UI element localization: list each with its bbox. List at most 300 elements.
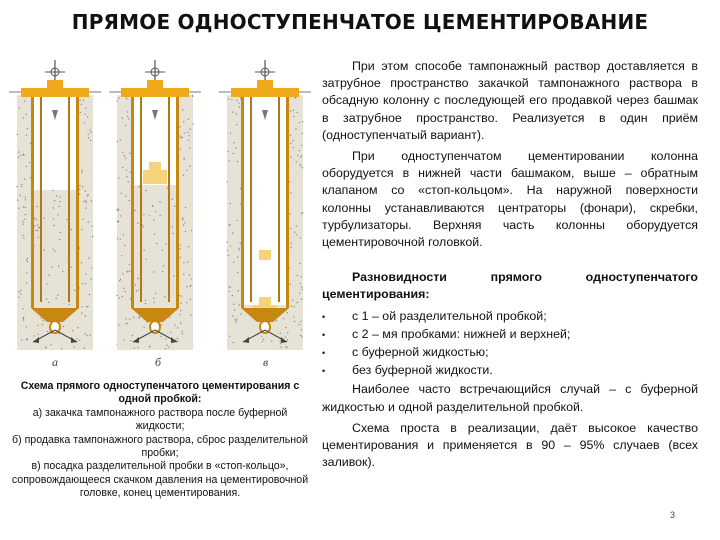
cement-dot [25,199,26,200]
cement-dot [82,306,83,307]
cement-dot [180,310,181,311]
cement-dot [86,306,87,307]
cement-dot [19,291,20,292]
cementing-head [231,88,299,97]
cement-dot [127,111,128,112]
cement-dot [120,279,121,280]
cement-dot [234,309,235,310]
cement-dot [227,181,228,182]
cement-dot [83,201,84,202]
cement-dot [299,293,300,294]
cement-dot [121,193,122,194]
cement-dot [236,100,237,101]
cement-dot [46,298,47,299]
cement-dot [89,129,90,130]
cement-dot [280,343,281,344]
cement-dot [86,335,87,336]
cement-dot [135,284,136,285]
cement-dot [164,296,165,297]
cement-dot [166,244,167,245]
cement-dot [190,299,191,300]
cement-dot [130,298,131,299]
cement-dot [177,327,178,328]
cement-dot [296,225,297,226]
cement-dot [123,234,124,235]
casing-wall-left [131,90,134,308]
cement-dot [66,219,67,220]
cement-dot [53,207,54,208]
cement-dot [57,214,58,215]
cement-dot [236,318,237,319]
cement-dot [79,185,80,186]
cement-dot [26,114,27,115]
cement-dot [119,297,120,298]
cement-dot [181,331,182,332]
cement-dot [162,271,163,272]
cement-dot [236,113,237,114]
cement-dot [80,112,81,113]
cement-dot [120,139,121,140]
cement-dot [271,340,272,341]
cement-dot [59,197,60,198]
cement-dot [53,190,54,191]
cement-dot [240,313,241,314]
cement-dot [89,334,90,335]
cement-dot [16,186,17,187]
cement-dot [127,116,128,117]
cement-dot [119,280,120,281]
cement-dot [229,336,230,337]
cement-dot [85,200,86,201]
cement-dot [118,221,119,222]
cement-dot [285,327,286,328]
cement-dot [237,272,238,273]
cement-dot [82,186,83,187]
cement-dot [21,340,22,341]
cement-dot [23,319,24,320]
cement-dot [118,210,119,211]
cement-dot [92,236,93,237]
cement-dot [71,267,72,268]
cement-dot [149,215,150,216]
cement-dot [87,116,88,117]
cement-dot [290,243,291,244]
cement-dot [232,233,233,234]
cement-dot [299,164,300,165]
cement-dot [276,320,277,321]
cement-dot [261,336,262,337]
cement-dot [87,195,88,196]
cement-dot [18,157,19,158]
cement-dot [182,137,183,138]
cement-dot [62,271,63,272]
cement-dot [90,140,91,141]
cement-dot [83,100,84,101]
casing-wall-right [76,90,79,308]
cement-dot [236,124,237,125]
cement-dot [36,219,37,220]
cement-dot [37,334,38,335]
cement-dot [81,172,82,173]
cement-dot [23,237,24,238]
cement-dot [42,324,43,325]
figure-label-a: а [52,355,58,369]
cement-dot [23,317,24,318]
casing-wall-right [286,90,289,308]
casing-wall-left [241,90,244,308]
cement-dot [23,155,24,156]
cement-dot [239,106,240,107]
cement-dot [183,262,184,263]
head-cap [47,80,63,89]
cement-dot [122,152,123,153]
head-cap [147,80,163,89]
shoe-nozzle [50,321,60,333]
cement-dot [189,166,190,167]
cement-dot [85,283,86,284]
cement-dot [26,338,27,339]
cement-dot [58,206,59,207]
cement-dot [128,118,129,119]
caption-item-c: в) посадка разделительной пробки в «стоп-кольцо», сопровождающееся скачком давления на цементировочной головке, конец цементирования. [11,460,309,500]
cement-dot [20,155,21,156]
cement-dot [154,234,155,235]
cement-dot [179,126,180,127]
cement-dot [192,124,193,125]
cement-dot [22,308,23,309]
cement-dot [190,315,191,316]
cement-dot [179,295,180,296]
cement-dot [230,287,231,288]
cement-dot [182,109,183,110]
cement-dot [84,347,85,348]
cement-dot [285,346,286,347]
cement-dot [185,231,186,232]
cement-dot [25,214,26,215]
cement-dot [238,102,239,103]
cement-dot [297,302,298,303]
cement-dot [19,195,20,196]
cement-dot [294,321,295,322]
cement-dot [88,137,89,138]
cement-dot [190,285,191,286]
cement-dot [293,116,294,117]
cement-dot [81,312,82,313]
cement-dot [34,225,35,226]
cement-dot [180,245,181,246]
cement-dot [233,262,234,263]
cement-dot [155,211,156,212]
cement-dot [44,217,45,218]
cement-dot [84,333,85,334]
list-item: • без буферной жидкости. [322,362,698,379]
list-item: • с 2 – мя пробками: нижней и верхней; [322,326,698,343]
paragraph-equipment: При одноступенчатом цементировании колонна оборудуется в нижней части башмаком, выше – обратным клапаном со «стоп-кольцом». На наружной поверхности колонны устанавливаются центраторы (фонари), скребки, турбулизаторы. Верхняя часть колонны оборудуется цементировочной головкой. [322,149,698,250]
description-text [322,58,698,471]
cement-dot [180,148,181,149]
cement-dot [300,166,301,167]
cement-dot [290,110,291,111]
cement-dot [130,172,131,173]
cement-dot [226,242,227,243]
cement-dot [145,303,146,304]
cement-dot [183,224,184,225]
cement-dot [153,271,154,272]
cement-dot [287,332,288,333]
cement-dot [143,214,144,215]
cement-dot [82,170,83,171]
cement-dot [77,327,78,328]
cement-dot [301,276,302,277]
cement-dot [287,339,288,340]
cement-dot [167,187,168,188]
cement-dot [180,303,181,304]
separation-plug [143,170,167,184]
cement-dot [128,200,129,201]
cement-dot [172,226,173,227]
casing-wall-left [31,90,34,308]
cement-dot [92,226,93,227]
cement-dot [23,223,24,224]
cement-dot [156,243,157,244]
cement-dot [124,155,125,156]
cement-dot [46,283,47,284]
cement-dot [186,302,187,303]
cement-dot [293,110,294,111]
cement-dot [301,289,302,290]
cement-dot [139,316,140,317]
cement-dot [237,161,238,162]
cement-dot [129,153,130,154]
cement-dot [232,295,233,296]
cement-dot [18,297,19,298]
cement-dot [290,135,291,136]
casing-wall-right [176,90,179,308]
cement-dot [180,322,181,323]
cement-dot [177,340,178,341]
cement-dot [22,235,23,236]
cement-dot [290,192,291,193]
cement-dot [48,302,49,303]
cement-dot [56,298,57,299]
cement-dot [122,273,123,274]
cement-dot [291,306,292,307]
cement-dot [44,249,45,250]
cement-dot [183,158,184,159]
cement-dot [236,147,237,148]
cement-dot [85,315,86,316]
cement-dot [63,326,64,327]
cement-dot [59,239,60,240]
cement-dot [81,229,82,230]
cement-dot [48,274,49,275]
cement-dot [237,256,238,257]
cement-dot [81,262,82,263]
cement-dot [170,332,171,333]
cement-dot [290,284,291,285]
cement-dot [228,286,229,287]
cement-dot [122,117,123,118]
cement-dot [237,220,238,221]
cement-dot [37,230,38,231]
cement-dot [120,215,121,216]
cement-dot [186,286,187,287]
cement-dot [172,198,173,199]
cement-dot [19,107,20,108]
cement-dot [227,250,228,251]
cement-dot [139,186,140,187]
cement-dot [124,245,125,246]
cement-dot [37,224,38,225]
cement-dot [230,245,231,246]
cement-dot [71,229,72,230]
paragraph-common-case: Наиболее часто встречающийся случай – с буферной жидкостью и одной разделительной пробкой. [322,382,698,414]
cement-dot [91,278,92,279]
cement-dot [37,206,38,207]
tubing-wall-left [140,90,142,302]
cement-dot [34,218,35,219]
cement-dot [17,199,18,200]
cement-dot [125,291,126,292]
cement-dot [132,335,133,336]
cement-dot [289,213,290,214]
cement-dot [18,208,19,209]
cement-dot [30,143,31,144]
cement-dot [26,272,27,273]
cement-dot [129,264,130,265]
cement-dot [125,195,126,196]
cement-dot [300,321,301,322]
cement-dot [302,133,303,134]
cement-dot [24,100,25,101]
cement-dot [88,257,89,258]
cement-dot [165,348,166,349]
cement-dot [26,282,27,283]
cement-dot [85,274,86,275]
cement-dot [299,150,300,151]
cement-dot [79,340,80,341]
figure-label-b: б [155,355,162,369]
cement-dot [149,346,150,347]
cement-dot [183,175,184,176]
tubing-wall-right [278,90,280,302]
cement-dot [228,255,229,256]
cement-dot [137,347,138,348]
cement-dot [231,99,232,100]
cement-dot [84,122,85,123]
cement-dot [145,300,146,301]
cement-dot [280,340,281,341]
paragraph-method: При этом способе тампонажный раствор доставляется в затрубное пространство закачкой тампонажного раствора в обсадную колонну с последующей его продавкой через башмак в затрубное пространство. Реализуется в один приём (одноступенчатый вариант). [322,59,698,142]
cement-dot [143,226,144,227]
cement-dot [230,132,231,133]
cement-dot [301,286,302,287]
cement-dot [27,261,28,262]
cement-dot [118,177,119,178]
cement-dot [138,278,139,279]
cement-dot [163,265,164,266]
cement-dot [90,131,91,132]
cement-dot [17,134,18,135]
cement-dot [292,300,293,301]
cement-dot [82,283,83,284]
cement-dot [230,203,231,204]
cement-dot [186,170,187,171]
cement-dot [79,100,80,101]
cement-dot [280,347,281,348]
head-cap [257,80,273,89]
cement-dot [238,248,239,249]
cement-dot [301,329,302,330]
cement-dot [232,111,233,112]
cement-dot [76,338,77,339]
cement-dot [293,306,294,307]
cement-dot [117,141,118,142]
cement-dot [54,200,55,201]
cement-dot [79,194,80,195]
caption-item-a: а) закачка тампонажного раствора после буферной жидкости; [32,406,288,433]
cement-dot [174,325,175,326]
cement-dot [296,234,297,235]
cement-dot [239,304,240,305]
cement-dot [43,320,44,321]
cement-dot [179,314,180,315]
cement-dot [45,346,46,347]
paragraph-quality: Схема проста в реализации, даёт высокое качество цементирования и применяется в 90 – 95% случаев (всех заливок). [322,420,698,470]
cement-dot [184,132,185,133]
cement-dot [232,316,233,317]
cement-dot [182,333,183,334]
cement-dot [126,176,127,177]
cement-dot [180,137,181,138]
cement-dot [82,219,83,220]
cement-dot [293,316,294,317]
cement-dot [227,151,228,152]
varieties-heading: Разновидности прямого одноступенчатого цементирования: [322,270,698,302]
cement-dot [26,166,27,167]
cement-dot [297,112,298,113]
cement-dot [228,224,229,225]
list-item: • с буферной жидкостью; [322,344,698,361]
cement-dot [122,296,123,297]
cement-dot [91,200,92,201]
tubing-wall-right [168,90,170,302]
cement-dot [263,339,264,340]
cement-dot [143,327,144,328]
plug-top [259,297,271,305]
cement-dot [295,128,296,129]
cement-dot [302,121,303,122]
cement-dot [129,318,130,319]
cement-dot [125,318,126,319]
shoe-nozzle [150,321,160,333]
cement-dot [137,223,138,224]
cement-dot [155,293,156,294]
cement-dot [47,331,48,332]
cement-dot [125,323,126,324]
cement-dot [159,201,160,202]
cement-dot [160,336,161,337]
cement-dot [189,135,190,136]
cement-dot [233,153,234,154]
cement-dot [134,347,135,348]
cement-dot [26,259,27,260]
cement-dot [191,230,192,231]
cement-dot [159,215,160,216]
page-title: ПРЯМОЕ ОДНОСТУПЕНЧАТОЕ ЦЕМЕНТИРОВАНИЕ [71,10,649,34]
cement-dot [297,275,298,276]
cement-dot [287,312,288,313]
